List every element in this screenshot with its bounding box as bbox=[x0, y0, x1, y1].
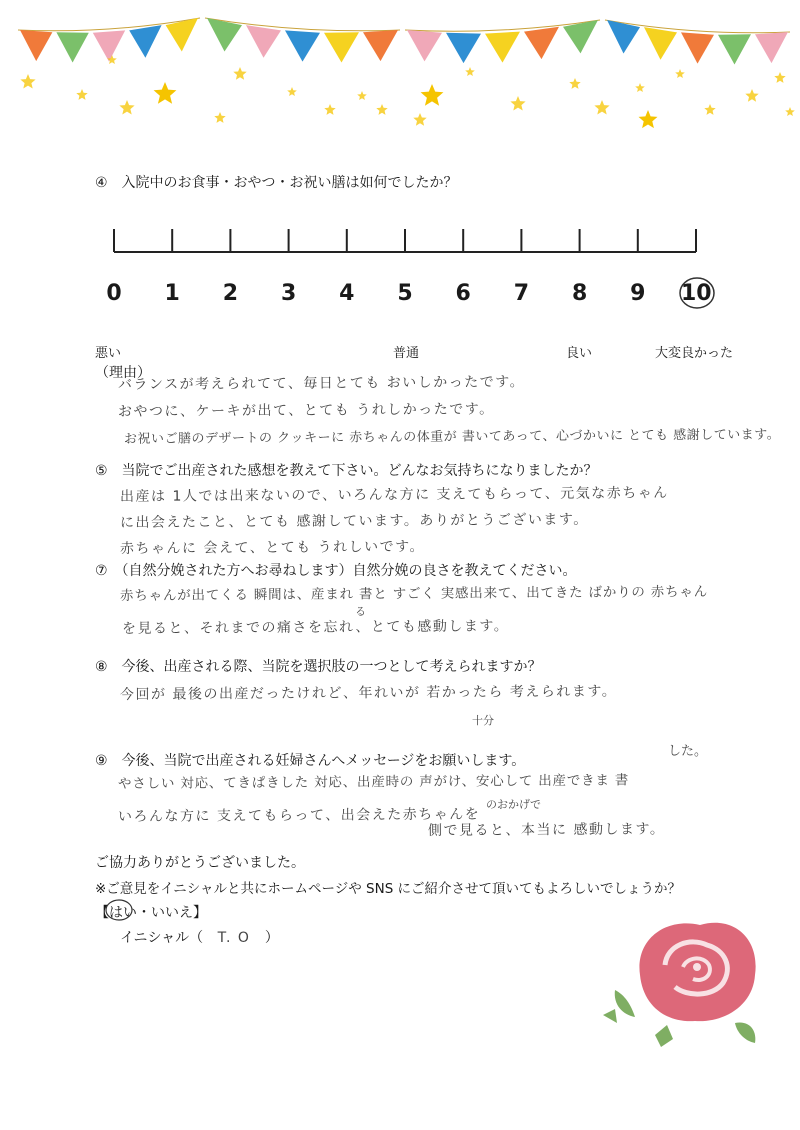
star-icon bbox=[76, 89, 87, 100]
scale-number: 9 bbox=[630, 281, 646, 306]
scale-number: 8 bbox=[571, 281, 588, 306]
initials-row bbox=[120, 927, 279, 947]
scale-number: 7 bbox=[513, 281, 530, 306]
q8-insertion: 十分 bbox=[472, 714, 494, 727]
star-icon bbox=[510, 96, 525, 111]
question-9: ⑨ 今後、当院で出産される妊婦さんへメッセージをお願いします。 bbox=[95, 753, 526, 769]
star-icon bbox=[154, 82, 177, 104]
bunting-flag bbox=[324, 32, 359, 62]
bunting-flag bbox=[681, 32, 714, 63]
q9-answer-line-2: いろんな方に 支えてもらって、出会えた赤ちゃんを bbox=[117, 806, 481, 825]
q4-answer-line-3: お祝いご膳のデザートの クッキーに 赤ちゃんの体重が 書いてあって、心づかいに とても 感謝しています。 bbox=[123, 427, 781, 447]
rose-illustration bbox=[595, 905, 795, 1055]
star-icon bbox=[594, 100, 609, 115]
star-icon bbox=[639, 110, 658, 128]
star-icon bbox=[413, 113, 426, 126]
q5-answer-line-1: 出産は 1人では出来ないので、いろんな方に 支えてもらって、元気な赤ちゃん bbox=[119, 485, 669, 505]
bunting-flag bbox=[644, 27, 677, 60]
initials-label: イニシャル（ bbox=[120, 930, 204, 946]
star-icon bbox=[287, 87, 297, 96]
star-icon bbox=[675, 69, 685, 78]
rating-scale-line bbox=[100, 225, 710, 265]
bunting-flag bbox=[485, 32, 520, 63]
thanks-text: ご協力ありがとうございました。 bbox=[95, 855, 305, 871]
label-normal: 普通 bbox=[393, 346, 420, 361]
q9-answer-line-1: やさしい 対応、てきぱきした 対応、出産時の 声がけ、安心して 出産できま 書 bbox=[117, 772, 630, 792]
q9-insertion-2: のおかげで bbox=[486, 798, 541, 811]
star-icon bbox=[745, 89, 758, 102]
q4-answer-line-2: おやつに、ケーキが出て、とても うれしかったです。 bbox=[117, 401, 495, 420]
question-5: ⑤ 当院でご出産された感想を教えて下さい。どんなお気持ちになりましたか？ bbox=[95, 463, 598, 479]
star-icon bbox=[774, 72, 785, 83]
bunting-flag bbox=[718, 34, 751, 64]
q4-answer-line-1: バランスが考えられてて、毎日とても おいしかったです。 bbox=[117, 374, 526, 393]
bunting-flag bbox=[446, 33, 481, 63]
label-good: 良い bbox=[566, 346, 593, 361]
selected-circle bbox=[678, 276, 718, 310]
q5-answer-line-3: 赤ちゃんに 会えて、とても うれしいです。 bbox=[119, 538, 426, 557]
question-7: ⑦ （自然分娩された方へお尋ねします）自然分娩の良さを教えてください。 bbox=[95, 563, 577, 579]
q7-correction: る bbox=[355, 605, 366, 618]
bunting-flag bbox=[755, 32, 788, 63]
yes-circle bbox=[104, 898, 136, 922]
question-8: ⑧ 今後、出産される際、当院を選択肢の一つとして考えられますか？ bbox=[95, 659, 542, 675]
star-icon bbox=[465, 67, 475, 76]
initials-value: T. O bbox=[217, 930, 251, 946]
star-icon bbox=[324, 104, 335, 115]
star-icon bbox=[785, 107, 795, 116]
bunting-flag bbox=[563, 20, 598, 53]
q8-answer: 今回が 最後の出産だったけれど、年れいが 若かったら 考えられます。 bbox=[119, 683, 618, 703]
star-icon bbox=[357, 91, 367, 100]
q5-answer-line-2: に出会えたこと、とても 感謝しています。ありがとうございます。 bbox=[119, 511, 589, 531]
star-icon bbox=[214, 112, 225, 123]
initials-close: ） bbox=[264, 930, 279, 946]
scale-number: 10 bbox=[681, 281, 712, 306]
scale-number: 3 bbox=[280, 281, 297, 306]
bunting-flag bbox=[407, 30, 442, 61]
scale-number: 1 bbox=[164, 281, 180, 306]
q9-insertion-1: した。 bbox=[668, 744, 708, 759]
scale-number: 5 bbox=[397, 281, 413, 306]
scale-number: 4 bbox=[339, 281, 355, 306]
star-icon bbox=[376, 104, 387, 115]
scale-number: 0 bbox=[106, 281, 122, 306]
q7-answer-line-2: を見ると、それまでの痛さを忘れ、とても感動します。 bbox=[121, 618, 510, 637]
star-icon bbox=[119, 100, 134, 115]
bunting-banner bbox=[0, 0, 800, 140]
bunting-flag bbox=[20, 30, 52, 61]
star-icon bbox=[569, 78, 580, 89]
label-bad: 悪い bbox=[95, 346, 122, 361]
label-very-good: 大変良かった bbox=[655, 346, 734, 361]
star-icon bbox=[635, 83, 645, 92]
scale-number: 6 bbox=[455, 281, 471, 306]
permission-text: ※ご意見をイニシャルと共にホームページや SNS にご紹介させて頂いてもよろしいでしょうか？ bbox=[95, 881, 682, 897]
bunting-flag bbox=[285, 30, 320, 61]
bunting-flag bbox=[524, 27, 559, 59]
star-icon bbox=[704, 104, 715, 115]
star-icon bbox=[233, 67, 246, 80]
reason-label: （理由） bbox=[95, 365, 151, 381]
scale-number: 2 bbox=[222, 281, 239, 306]
q7-answer-line-1: 赤ちゃんが出てくる 瞬間は、産まれ 書と すごく 実感出来て、出てきた ばかりの 赤ちゃん bbox=[119, 583, 709, 604]
bunting-flag bbox=[56, 32, 88, 62]
question-4: ④ 入院中のお食事・おやつ・お祝い膳は如何でしたか？ bbox=[95, 175, 458, 191]
bunting-flag bbox=[129, 25, 161, 58]
star-icon bbox=[421, 84, 444, 106]
bunting-flag bbox=[93, 30, 125, 61]
permission-choice: 【はい・いいえ】 bbox=[95, 905, 207, 921]
star-icon bbox=[20, 74, 35, 89]
bunting-flag bbox=[363, 30, 398, 61]
bunting-flag bbox=[246, 25, 281, 58]
q9-answer-line-3: 側で見ると、本当に 感動します。 bbox=[427, 821, 666, 839]
